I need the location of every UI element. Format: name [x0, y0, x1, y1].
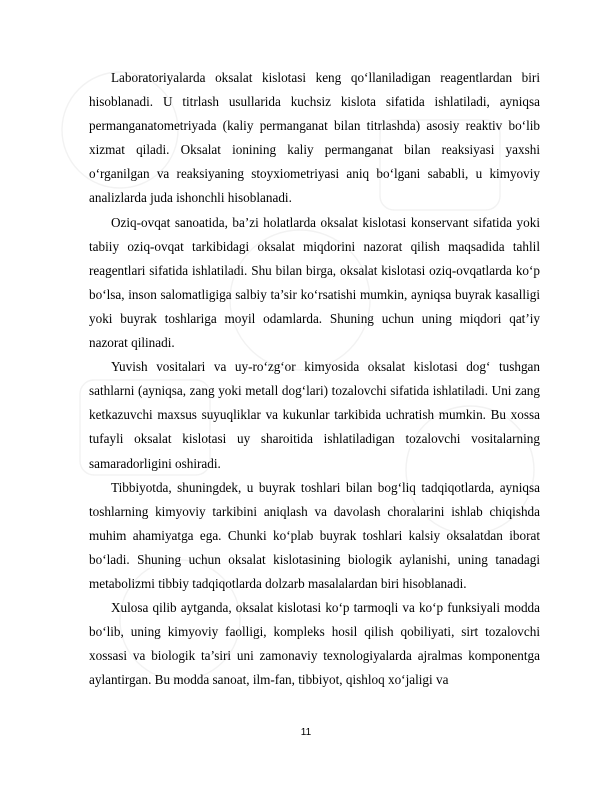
paragraph-lab-reagent: Laboratoriyalarda oksalat kislotasi keng qo‘llaniladigan reagentlardan biri hisoblanadi. U titrlash usullarida kuchsiz kislota sifatida ishlatiladi, ayniqsa permanganatometriyada (kaliy permanganat bilan titrlashda) asosiy reaktiv bo‘lib xizmat qiladi. Oksalat ionining kaliy permanganat bilan reaksiyasi yaxshi o‘rganilgan va reaksiyaning stoyxiometriyasi aniq bo‘lgani sababli, u kimyoviy analizlarda juda ishonchli hisoblanadi.	[89, 70, 540, 206]
paragraph-household-cleaning: Yuvish vositalari va uy-ro‘zg‘or kimyosida oksalat kislotasi dog‘ tushgan sathlarni (ayniqsa, zang yoki metall dog‘lari) tozalovchi sifatida ishlatiladi. Uni zang ketkazuvchi maxsus suyuqliklar va kukunlar tarkibida uchratish mumkin. Bu xossa tufayli oksalat kislotasi uy sharoitida ishlatiladigan tozalovchi vositalarning samaradorligini oshiradi.	[89, 359, 540, 471]
page-number: 11	[300, 727, 312, 738]
paragraph-food-industry: Oziq-ovqat sanoatida, ba’zi holatlarda oksalat kislotasi konservant sifatida yoki tabiiy oziq-ovqat tarkibidagi oksalat miqdorini nazorat qilish maqsadida tahlil reagentlari sifatida ishlatiladi. Shu bilan birga, oksalat kislotasi oziq-ovqatlarda ko‘p bo‘lsa, inson salomatligiga salbiy ta’sir ko‘rsatishi mumkin, ayniqsa buyrak kasalligi yoki buyrak toshlariga moyil odamlarda. Shuning uchun uning miqdori qat’iy nazorat qilinadi.	[89, 214, 540, 351]
paragraph-conclusion: Xulosa qilib aytganda, oksalat kislotasi ko‘p tarmoqli va ko‘p funksiyali modda bo‘lib, uning kimyoviy faolligi, kompleks hosil qilish qobiliyati, sirt tozalovchi xossasi va biologik ta’siri uni zamonaviy texnologiyalarda ajralmas komponentga aylantirgan. Bu modda sanoat, ilm-fan, tibbiyot, qishloq xo‘jaligi va	[89, 600, 540, 688]
body-text	[89, 66, 540, 692]
paragraph-medicine: Tibbiyotda, shuningdek, u buyrak toshlari bilan bog‘liq tadqiqotlarda, ayniqsa toshlarning kimyoviy tarkibini aniqlash va davolash choralarini ishlab chiqishda muhim ahamiyatga ega. Chunki ko‘plab buyrak toshlari kalsiy oksalatdan iborat bo‘ladi. Shuning uchun oksalat kislotasining biologik aylanishi, uning tanadagi metabolizmi tibbiy tadqiqotlarda dolzarb masalalardan biri hisoblanadi.	[89, 479, 540, 591]
